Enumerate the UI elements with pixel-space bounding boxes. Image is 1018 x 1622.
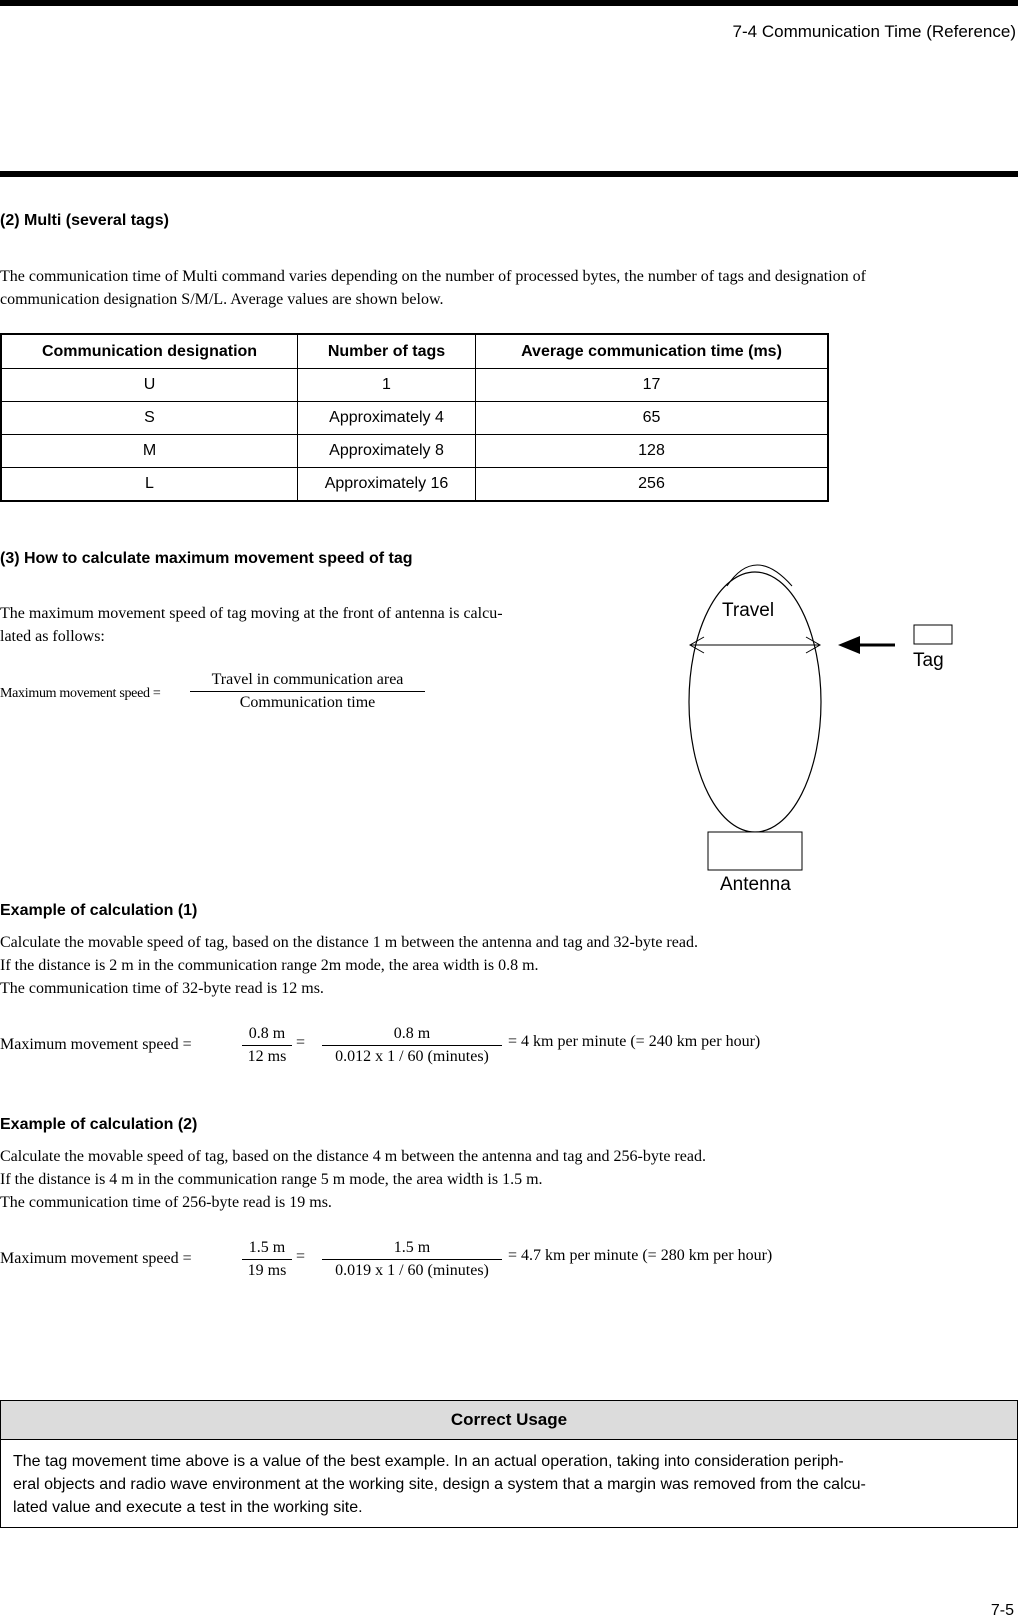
- multi-intro-line1: The communication time of Multi command varies depending on the number of processed bytes, the number of tags and designation of: [0, 268, 867, 285]
- calc-intro-line1: The maximum movement speed of tag moving at the front of antenna is calcu-: [0, 605, 503, 622]
- antenna-icon: [708, 832, 802, 870]
- example1-fraction2-denominator: 0.012 x 1 / 60 (minutes): [335, 1048, 489, 1065]
- section-header: 7-4 Communication Time (Reference): [732, 22, 1016, 41]
- example2-fraction1-denominator: 19 ms: [247, 1262, 287, 1279]
- correct-usage-line: eral objects and radio wave environment at the working site, design a system that a margin was removed from the calcu-: [13, 1476, 866, 1493]
- example2-label: Maximum movement speed =: [0, 1250, 192, 1267]
- table-cell: Approximately 4: [298, 402, 476, 435]
- top-rule: [0, 0, 1018, 6]
- example1-fraction1-denominator: 12 ms: [247, 1048, 287, 1065]
- table-header-cell: Average communication time (ms): [476, 334, 829, 369]
- table-row: [1, 435, 828, 468]
- table-cell: 65: [476, 402, 829, 435]
- correct-usage-line: lated value and execute a test in the working site.: [13, 1499, 363, 1516]
- table-cell: 17: [476, 369, 829, 402]
- formula-denominator: Communication time: [239, 694, 376, 711]
- header-rule: [0, 171, 1018, 177]
- table-cell: 1: [298, 369, 476, 402]
- example1-label: Maximum movement speed =: [0, 1036, 192, 1053]
- example1-fraction2: [322, 1025, 502, 1066]
- tag-icon: [914, 625, 952, 644]
- example1-fraction1-numerator: 0.8 m: [242, 1025, 292, 1046]
- table-cell: Approximately 16: [298, 468, 476, 502]
- tag-label: Tag: [913, 650, 944, 671]
- formula-label: Maximum movement speed =: [0, 686, 161, 701]
- example2-line3: The communication time of 256-byte read is 19 ms.: [0, 1194, 332, 1211]
- example1-heading: Example of calculation (1): [0, 902, 198, 919]
- table-cell: Approximately 8: [298, 435, 476, 468]
- table-cell: 256: [476, 468, 829, 502]
- table-row: [1, 468, 828, 502]
- example2-fraction2: [322, 1239, 502, 1280]
- table-cell: S: [1, 402, 298, 435]
- page-number: 7-5: [990, 1602, 1014, 1619]
- multi-intro-line2: communication designation S/M/L. Average values are shown below.: [0, 291, 444, 308]
- correct-usage-box: [0, 1400, 1018, 1528]
- example2-heading: Example of calculation (2): [0, 1116, 198, 1133]
- example1-fraction1: [242, 1025, 292, 1066]
- tag-direction-arrow-icon: [838, 636, 860, 654]
- example2-result: = 4.7 km per minute (= 280 km per hour): [508, 1247, 773, 1264]
- correct-usage-body: [1, 1440, 1017, 1529]
- travel-label: Travel: [722, 600, 775, 621]
- general-formula-fraction: [190, 671, 425, 712]
- table-header-cell: Communication designation: [1, 334, 298, 369]
- formula-numerator: Travel in communication area: [190, 671, 425, 692]
- calc-intro-line2: lated as follows:: [0, 628, 105, 645]
- calc-heading: (3) How to calculate maximum movement speed of tag: [0, 550, 413, 567]
- table-cell: L: [1, 468, 298, 502]
- example2-fraction2-numerator: 1.5 m: [322, 1239, 502, 1260]
- table-header-row: [1, 334, 828, 369]
- table-header-cell: Number of tags: [298, 334, 476, 369]
- antenna-diagram: [670, 560, 970, 900]
- correct-usage-line: The tag movement time above is a value of the best example. In an actual operation, taking into consideration periph-: [13, 1453, 844, 1470]
- example1-equals: =: [296, 1034, 306, 1051]
- example2-fraction1-numerator: 1.5 m: [242, 1239, 292, 1260]
- example1-line3: The communication time of 32-byte read is 12 ms.: [0, 980, 324, 997]
- communication-time-table: [0, 333, 829, 502]
- example1-result: = 4 km per minute (= 240 km per hour): [508, 1033, 761, 1050]
- table-cell: U: [1, 369, 298, 402]
- example1-line1: Calculate the movable speed of tag, based on the distance 1 m between the antenna and tag and 32-byte read.: [0, 934, 698, 951]
- table-row: [1, 369, 828, 402]
- example2-line1: Calculate the movable speed of tag, based on the distance 4 m between the antenna and tag and 256-byte read.: [0, 1148, 706, 1165]
- correct-usage-title: Correct Usage: [1, 1401, 1017, 1440]
- example1-fraction2-numerator: 0.8 m: [322, 1025, 502, 1046]
- table-cell: 128: [476, 435, 829, 468]
- example2-line2: If the distance is 4 m in the communication range 5 m mode, the area width is 1.5 m.: [0, 1171, 543, 1188]
- antenna-label: Antenna: [720, 874, 791, 895]
- table-row: [1, 402, 828, 435]
- example1-line2: If the distance is 2 m in the communication range 2m mode, the area width is 0.8 m.: [0, 957, 539, 974]
- example2-equals: =: [296, 1248, 306, 1265]
- example2-fraction2-denominator: 0.019 x 1 / 60 (minutes): [335, 1262, 489, 1279]
- table-cell: M: [1, 435, 298, 468]
- example2-fraction1: [242, 1239, 292, 1280]
- multi-heading: (2) Multi (several tags): [0, 212, 169, 229]
